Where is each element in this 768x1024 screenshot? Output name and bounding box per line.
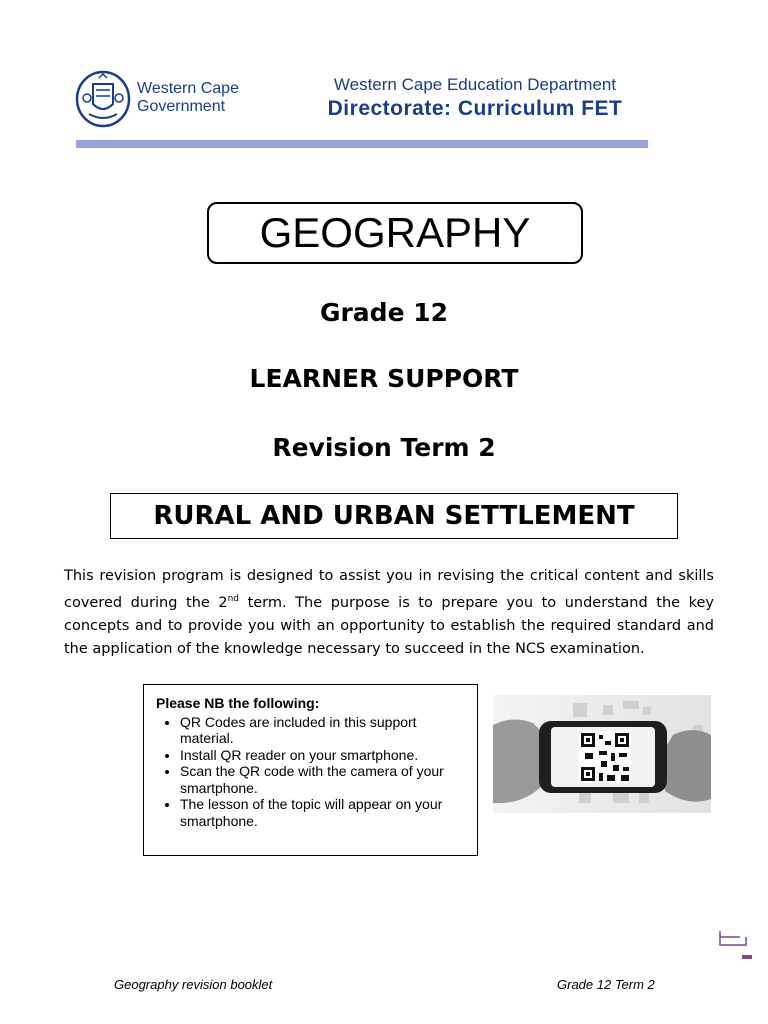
revision-term-heading: Revision Term 2 <box>272 433 496 462</box>
intro-paragraph <box>64 565 714 661</box>
nb-item: • Scan the QR code with the camera of your smartphone. <box>180 763 465 796</box>
qr-scan-photo <box>493 695 711 813</box>
nb-list <box>156 714 465 830</box>
department-name: Western Cape Education Department <box>333 75 617 94</box>
nb-item: • Install QR reader on your smartphone. <box>180 747 465 764</box>
intro-text-part-1: This revision program is designed to assist you in revising the critical content and skills covered during the 2 <box>64 568 714 611</box>
logo-line-2: Government <box>137 98 226 115</box>
learner-support-heading: LEARNER SUPPORT <box>249 364 519 393</box>
header-rule <box>76 140 648 148</box>
western-cape-government-logo <box>75 70 275 130</box>
grade-heading: Grade 12 <box>319 298 449 327</box>
logo-text <box>137 80 239 116</box>
directorate-name: Directorate: Curriculum FET <box>327 97 623 120</box>
nb-title: Please NB the following: <box>156 695 320 711</box>
topic-title: RURAL AND URBAN SETTLEMENT <box>110 493 678 539</box>
coat-of-arms-icon <box>75 70 131 128</box>
nb-item: • QR Codes are included in this support material. <box>180 714 465 747</box>
nb-notice-box <box>143 684 478 856</box>
logo-line-1: Western Cape <box>137 80 239 97</box>
intro-superscript: nd <box>227 594 240 604</box>
footer-grade-term: Grade 12 Term 2 <box>557 977 655 992</box>
intro-text-part-2: term. The purpose is to prepare you to understand the key concepts and to provide you with an opportunity to establish the required standard and the application of the knowledge necessary to succeed in the NCS examination. <box>64 594 714 657</box>
footer-booklet-name: Geography revision booklet <box>114 977 273 992</box>
nb-item: • The lesson of the topic will appear on your smartphone. <box>180 796 465 829</box>
subject-title: GEOGRAPHY <box>207 202 583 264</box>
corner-mark-icon <box>716 925 752 959</box>
department-heading <box>305 74 645 122</box>
